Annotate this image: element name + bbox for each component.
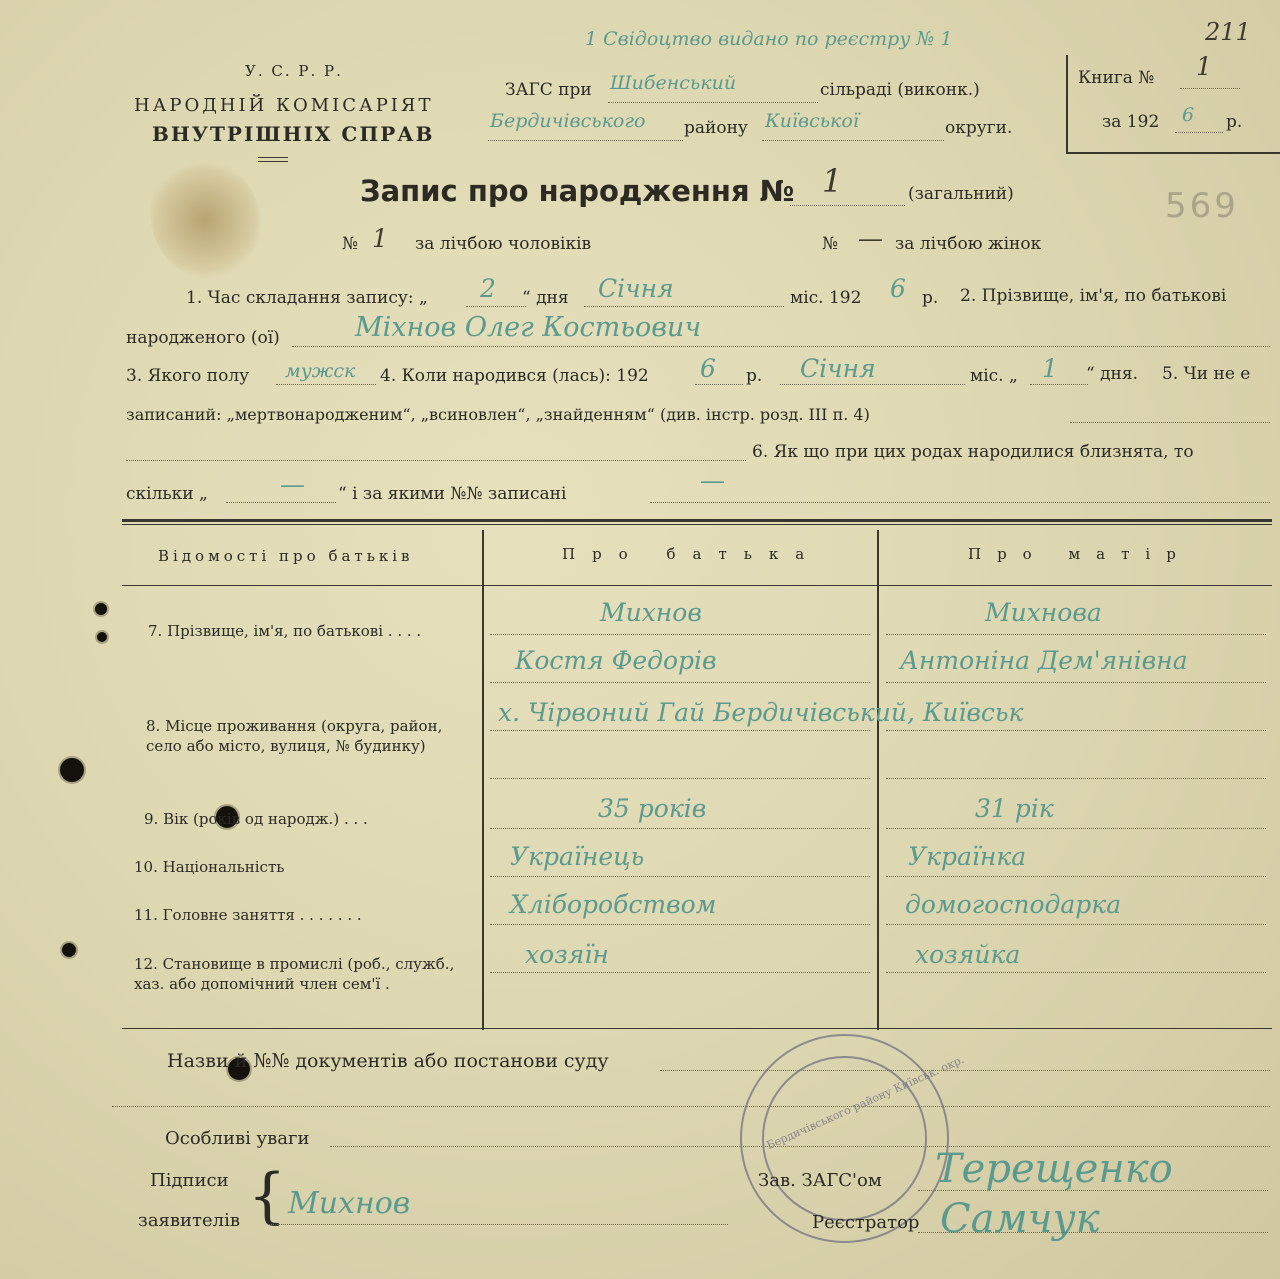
- fill-line: [1180, 88, 1240, 89]
- record-month-handwriting: Січня: [598, 274, 674, 303]
- punch-hole: [60, 758, 84, 782]
- field-5-label: 5. Чи не е: [1162, 364, 1251, 384]
- birth-month-handwriting: Січня: [800, 354, 876, 383]
- punch-hole: [62, 943, 76, 957]
- stain-mark: [150, 160, 260, 280]
- women-label: за лічбою жінок: [895, 234, 1042, 254]
- record-title: Запис про народження №: [360, 174, 795, 208]
- corner-number-handwriting: 211: [1205, 18, 1251, 46]
- fill-line: [490, 682, 870, 683]
- fill-line: [650, 502, 1270, 503]
- row-11-label: 11. Головне заняття . . . . . . .: [134, 906, 362, 924]
- mother-name-handwriting: Антоніна Дем'янівна: [900, 646, 1188, 675]
- field-4-month-label: міс. „: [970, 366, 1018, 386]
- documents-label: Назви й №№ документів або постанови суду: [167, 1050, 609, 1072]
- book-year-suffix: р.: [1226, 112, 1243, 132]
- father-nationality-handwriting: Українець: [510, 842, 645, 871]
- registrar-label: Реєстратор: [812, 1212, 920, 1233]
- row-7-label: 7. Прізвище, ім'я, по батькові . . . .: [148, 622, 422, 640]
- fill-line: [490, 924, 870, 925]
- book-box-border: [1066, 55, 1068, 153]
- archive-number: 569: [1165, 186, 1239, 226]
- twins-count-handwriting: —: [280, 470, 305, 499]
- brace: {: [248, 1161, 287, 1231]
- table-column-divider: [877, 530, 879, 1030]
- zags-label: ЗАГС при: [505, 80, 592, 100]
- fill-line: [292, 346, 1270, 347]
- punch-hole: [95, 603, 107, 615]
- fill-line: [490, 972, 870, 973]
- row-9-label: 9. Вік (років од народж.) . . .: [144, 810, 368, 828]
- table-top-border: [122, 519, 1272, 522]
- fill-line: [490, 778, 870, 779]
- field-3-label: 3. Якого полу: [126, 366, 250, 386]
- men-label: за лічбою чоловіків: [415, 234, 592, 254]
- father-name-handwriting: Костя Федорів: [515, 646, 717, 675]
- father-status-handwriting: хозяїн: [525, 940, 609, 969]
- okrug-handwriting: Київської: [765, 110, 859, 132]
- fill-line: [490, 876, 870, 877]
- fill-line: [780, 384, 965, 385]
- record-year-handwriting: 6: [890, 274, 906, 303]
- fill-line: [1175, 132, 1223, 133]
- row-10-label: 10. Національність: [134, 858, 285, 876]
- fill-line: [886, 876, 1266, 877]
- fill-line: [490, 828, 870, 829]
- field-2-label: 2. Прізвище, ім'я, по батькові: [960, 286, 1227, 306]
- mother-nationality-handwriting: Українка: [908, 842, 1027, 871]
- fill-line: [695, 384, 743, 385]
- row-8-label: 8. Місце проживання (округа, район, село або місто, вулиця, № будинку): [146, 717, 443, 755]
- table-column-divider: [482, 530, 484, 1030]
- commissariat-line1: НАРОДНІЙ КОМІСАРІЯТ: [134, 95, 434, 116]
- men-no-label: №: [342, 234, 359, 254]
- twins-records-handwriting: —: [700, 466, 725, 495]
- birth-year-handwriting: 6: [700, 354, 716, 383]
- book-label: Книга №: [1078, 68, 1155, 88]
- field-4-label: 4. Коли народився (лась): 192: [380, 366, 649, 386]
- residence-handwriting: х. Чірвоний Гай Бердичівський, Київськ: [498, 698, 1024, 727]
- table-top-border: [122, 524, 1272, 525]
- ussr-label: У. С. Р. Р.: [245, 62, 343, 80]
- mother-status-handwriting: хозяйка: [915, 940, 1021, 969]
- village-council-label: сільраді (виконк.): [820, 80, 980, 100]
- top-note-handwriting: 1 Свідоцтво видано по реєстру № 1: [585, 28, 953, 50]
- fill-line: [608, 102, 818, 103]
- mother-occupation-handwriting: домогосподарка: [905, 890, 1122, 919]
- men-no-handwriting: 1: [372, 224, 388, 253]
- fill-line: [918, 1232, 1268, 1233]
- fill-line: [886, 924, 1266, 925]
- fill-line: [226, 502, 336, 503]
- district-handwriting: Бердичівського: [490, 110, 646, 132]
- stamp-text: Бердичівського району Київськ. окр.: [764, 1052, 967, 1153]
- father-occupation-handwriting: Хліборобством: [510, 890, 717, 919]
- record-day-handwriting: 2: [480, 274, 496, 303]
- book-box-border: [1066, 152, 1280, 154]
- field-6-label: 6. Як що при цих родах народилися близнята, то: [752, 442, 1194, 462]
- col-header-mother: Про матір: [968, 545, 1192, 563]
- field-1-label: 1. Час складання запису: „: [186, 288, 428, 308]
- book-year-handwriting: 6: [1182, 104, 1195, 126]
- fill-line: [490, 730, 870, 731]
- field-1-month-label: міс. 192: [790, 288, 862, 308]
- divider: [258, 157, 288, 158]
- fill-line: [112, 1106, 1270, 1107]
- registrar-signature-handwriting: Самчук: [940, 1196, 1100, 1242]
- fill-line: [886, 730, 1266, 731]
- father-age-handwriting: 35 років: [598, 794, 707, 823]
- fill-line: [918, 1190, 1268, 1191]
- village-handwriting: Шибенський: [610, 72, 737, 94]
- field-2-sub-label: народженого (ої): [126, 328, 280, 348]
- field-1-day-label: “ дня: [522, 288, 569, 308]
- fill-line: [762, 140, 944, 141]
- book-year-label: за 192: [1102, 112, 1160, 132]
- divider: [258, 161, 288, 162]
- fill-line: [886, 778, 1266, 779]
- col-header-parents: Відомості про батьків: [158, 547, 414, 565]
- record-number-handwriting: 1: [822, 162, 843, 200]
- signatures-label: Підписи: [150, 1170, 229, 1191]
- fill-line: [466, 306, 526, 307]
- fill-line: [268, 1224, 728, 1225]
- mother-age-handwriting: 31 рік: [975, 794, 1054, 823]
- fill-line: [126, 460, 746, 461]
- head-signature-handwriting: Терещенко: [935, 1146, 1173, 1192]
- applicant-signature-handwriting: Михнов: [288, 1186, 411, 1221]
- book-number-handwriting: 1: [1196, 52, 1212, 81]
- birth-day-handwriting: 1: [1042, 354, 1058, 383]
- field-6-sub-label: скільки „: [126, 484, 208, 504]
- fill-line: [490, 634, 870, 635]
- commissariat-line2: ВНУТРІШНІХ СПРАВ: [152, 122, 435, 146]
- fill-line: [1030, 384, 1088, 385]
- field-4-year-label: р.: [746, 366, 763, 386]
- okrug-label: округи.: [945, 118, 1013, 138]
- table-header-border: [122, 585, 1272, 586]
- child-name-handwriting: Міхнов Олег Костьович: [355, 312, 702, 343]
- fill-line: [276, 384, 376, 385]
- fill-line: [1070, 422, 1270, 423]
- women-no-label: №: [822, 234, 839, 254]
- fill-line: [886, 682, 1266, 683]
- head-label: Зав. ЗАГС'ом: [758, 1170, 882, 1191]
- field-6-records-label: “ і за якими №№ записані: [338, 484, 567, 504]
- applicants-label: заявителів: [138, 1210, 240, 1231]
- fill-line: [660, 1070, 1270, 1071]
- fill-line: [790, 205, 905, 206]
- fill-line: [886, 972, 1266, 973]
- punch-hole: [97, 632, 107, 642]
- mother-surname-handwriting: Михнова: [985, 598, 1102, 627]
- women-no-handwriting: —: [858, 224, 883, 253]
- row-12-label: 12. Становище в промислі (роб., служб., хаз. або допомічний член сем'ї .: [134, 955, 455, 993]
- fill-line: [584, 306, 784, 307]
- col-header-father: Про батька: [562, 545, 822, 563]
- district-label: району: [684, 118, 748, 138]
- table-bottom-border: [122, 1028, 1272, 1029]
- fill-line: [886, 828, 1266, 829]
- general-label: (загальний): [908, 184, 1014, 204]
- fill-line: [886, 634, 1266, 635]
- sex-handwriting: мужск: [285, 360, 356, 382]
- field-4-day-label: “ дня.: [1086, 364, 1139, 384]
- father-surname-handwriting: Михнов: [600, 598, 702, 627]
- field-1-year-label: р.: [922, 288, 939, 308]
- fill-line: [488, 140, 683, 141]
- field-5-sub-label: записаний: „мертвонародженим“, „всиновлен“, „знайденням“ (див. інстр. розд. III п. 4): [126, 405, 870, 424]
- notes-label: Особливі уваги: [165, 1128, 310, 1149]
